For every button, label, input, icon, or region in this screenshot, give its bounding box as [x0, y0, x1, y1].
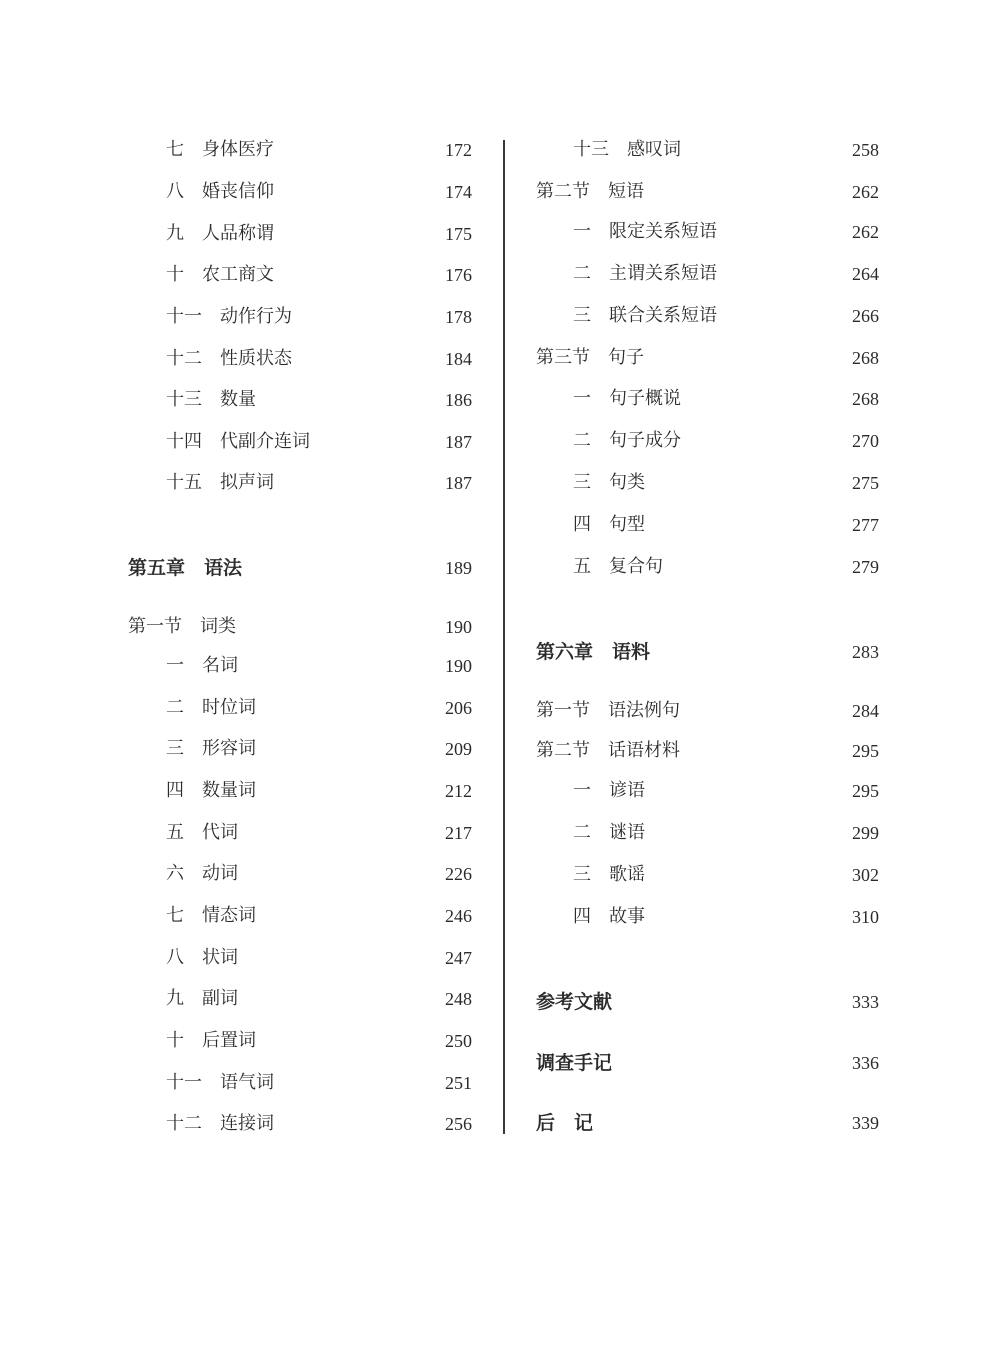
toc-entry-label: 十 后置词 [166, 1030, 256, 1051]
toc-entry[interactable] [573, 426, 879, 456]
toc-entry-label: 二 句子成分 [573, 430, 681, 451]
toc-entry-page: 256 [445, 1114, 472, 1134]
toc-entry-label: 九 副词 [166, 988, 238, 1009]
toc-entry-label: 一 限定关系短语 [573, 221, 717, 242]
toc-entry[interactable] [166, 943, 472, 973]
toc-entry-label: 调查手记 [536, 1052, 613, 1074]
toc-entry-label: 三 形容词 [166, 738, 256, 759]
toc-entry-label: 十三 数量 [166, 389, 256, 410]
toc-entry[interactable] [573, 818, 879, 848]
toc-entry-page: 336 [852, 1053, 879, 1073]
toc-entry-page: 339 [852, 1113, 879, 1133]
toc-entry[interactable] [166, 651, 472, 681]
toc-entry-page: 250 [445, 1031, 472, 1051]
toc-entry-label: 一 谚语 [573, 780, 645, 801]
toc-entry-label: 七 情态词 [166, 905, 256, 926]
toc-chapter-heading[interactable] [536, 987, 879, 1017]
toc-entry[interactable] [166, 260, 472, 290]
toc-entry-page: 190 [445, 656, 472, 676]
toc-entry[interactable] [166, 693, 472, 723]
toc-entry-page: 172 [445, 140, 472, 160]
toc-entry-page: 310 [852, 907, 879, 927]
toc-entry-label: 九 人品称谓 [166, 223, 274, 244]
toc-entry[interactable] [166, 468, 472, 498]
toc-entry-page: 175 [445, 224, 472, 244]
toc-entry-page: 302 [852, 865, 879, 885]
toc-chapter-heading[interactable] [536, 637, 879, 667]
toc-entry[interactable] [573, 552, 879, 582]
toc-entry[interactable] [573, 468, 879, 498]
toc-entry-label: 三 歌谣 [573, 864, 645, 885]
toc-entry[interactable] [573, 902, 879, 932]
toc-entry[interactable] [166, 177, 472, 207]
toc-entry-label: 五 代词 [166, 822, 238, 843]
toc-entry-label: 一 名词 [166, 655, 238, 676]
toc-entry-page: 258 [852, 140, 879, 160]
toc-entry[interactable] [166, 344, 472, 374]
toc-entry-label: 第一节 语法例句 [536, 700, 680, 721]
toc-entry-page: 295 [852, 781, 879, 801]
toc-entry-page: 270 [852, 431, 879, 451]
toc-chapter-heading[interactable] [536, 1108, 879, 1138]
toc-entry-label: 四 句型 [573, 514, 645, 535]
toc-entry-page: 333 [852, 992, 879, 1012]
toc-entry-page: 247 [445, 948, 472, 968]
toc-entry[interactable] [166, 734, 472, 764]
toc-entry-label: 十四 代副介连词 [166, 431, 310, 452]
toc-entry[interactable] [573, 510, 879, 540]
toc-section-heading[interactable] [536, 696, 879, 726]
toc-entry-page: 209 [445, 739, 472, 759]
toc-entry[interactable] [573, 860, 879, 890]
toc-entry-label: 第一节 词类 [128, 616, 236, 637]
toc-entry-page: 176 [445, 265, 472, 285]
toc-entry-page: 174 [445, 182, 472, 202]
toc-entry-page: 295 [852, 741, 879, 761]
toc-entry-label: 十二 性质状态 [166, 348, 292, 369]
toc-entry[interactable] [573, 776, 879, 806]
toc-entry-page: 283 [852, 642, 879, 662]
toc-entry-label: 八 状词 [166, 947, 238, 968]
toc-entry[interactable] [166, 1109, 472, 1139]
toc-entry[interactable] [573, 384, 879, 414]
toc-entry[interactable] [166, 385, 472, 415]
toc-entry-page: 284 [852, 701, 879, 721]
toc-entry-label: 十一 动作行为 [166, 306, 292, 327]
toc-entry-page: 266 [852, 306, 879, 326]
toc-entry-label: 五 复合句 [573, 556, 663, 577]
toc-entry[interactable] [166, 859, 472, 889]
toc-entry[interactable] [573, 259, 879, 289]
toc-section-heading[interactable] [536, 177, 879, 207]
toc-entry-label: 第二节 话语材料 [536, 740, 680, 761]
toc-entry-label: 八 婚丧信仰 [166, 181, 274, 202]
toc-entry-page: 246 [445, 906, 472, 926]
toc-entry-label: 七 身体医疗 [166, 139, 274, 160]
toc-entry[interactable] [166, 776, 472, 806]
toc-entry[interactable] [166, 427, 472, 457]
toc-entry-page: 184 [445, 349, 472, 369]
toc-entry-label: 六 动词 [166, 863, 238, 884]
toc-entry-label: 二 时位词 [166, 697, 256, 718]
toc-entry-label: 第二节 短语 [536, 181, 644, 202]
toc-entry-page: 262 [852, 222, 879, 242]
toc-entry-label: 四 数量词 [166, 780, 256, 801]
toc-entry-page: 275 [852, 473, 879, 493]
toc-entry-label: 后 记 [536, 1112, 594, 1134]
toc-entry-label: 十一 语气词 [166, 1072, 274, 1093]
toc-entry-label: 一 句子概说 [573, 388, 681, 409]
toc-entry[interactable] [166, 135, 472, 165]
toc-entry-page: 186 [445, 390, 472, 410]
toc-entry[interactable] [166, 219, 472, 249]
toc-entry-page: 187 [445, 432, 472, 452]
toc-entry-page: 190 [445, 617, 472, 637]
toc-entry-page: 248 [445, 989, 472, 1009]
toc-entry-label: 十五 拟声词 [166, 472, 274, 493]
toc-entry-page: 299 [852, 823, 879, 843]
toc-entry-page: 264 [852, 264, 879, 284]
toc-entry[interactable] [166, 302, 472, 332]
toc-entry-label: 十三 感叹词 [573, 139, 681, 160]
toc-entry-page: 226 [445, 864, 472, 884]
toc-entry-page: 178 [445, 307, 472, 327]
column-divider [503, 140, 505, 1134]
toc-entry-label: 第三节 句子 [536, 347, 644, 368]
toc-entry-page: 268 [852, 389, 879, 409]
toc-section-heading[interactable] [536, 736, 879, 766]
toc-entry-page: 279 [852, 557, 879, 577]
toc-entry[interactable] [573, 135, 879, 165]
toc-entry-page: 251 [445, 1073, 472, 1093]
toc-entry-label: 十二 连接词 [166, 1113, 274, 1134]
toc-section-heading[interactable] [536, 343, 879, 373]
toc-entry-label: 第六章 语料 [536, 641, 651, 663]
toc-chapter-heading[interactable] [536, 1048, 879, 1078]
toc-entry-label: 三 句类 [573, 472, 645, 493]
toc-entry-page: 212 [445, 781, 472, 801]
toc-entry-page: 206 [445, 698, 472, 718]
toc-entry-label: 十 农工商文 [166, 264, 274, 285]
toc-entry-label: 四 故事 [573, 906, 645, 927]
toc-entry-label: 二 谜语 [573, 822, 645, 843]
toc-entry[interactable] [166, 901, 472, 931]
toc-entry-page: 268 [852, 348, 879, 368]
toc-chapter-heading[interactable] [128, 553, 472, 583]
toc-entry[interactable] [573, 301, 879, 331]
toc-entry-label: 参考文献 [536, 991, 613, 1013]
toc-entry[interactable] [573, 217, 879, 247]
toc-entry-label: 二 主谓关系短语 [573, 263, 717, 284]
toc-entry[interactable] [166, 1026, 472, 1056]
toc-entry-page: 262 [852, 182, 879, 202]
toc-entry-label: 第五章 语法 [128, 557, 243, 579]
toc-entry[interactable] [166, 1068, 472, 1098]
toc-section-heading[interactable] [128, 612, 472, 642]
toc-entry[interactable] [166, 984, 472, 1014]
toc-entry[interactable] [166, 818, 472, 848]
toc-entry-page: 277 [852, 515, 879, 535]
toc-entry-page: 217 [445, 823, 472, 843]
toc-entry-page: 187 [445, 473, 472, 493]
toc-entry-page: 189 [445, 558, 472, 578]
toc-entry-label: 三 联合关系短语 [573, 305, 717, 326]
